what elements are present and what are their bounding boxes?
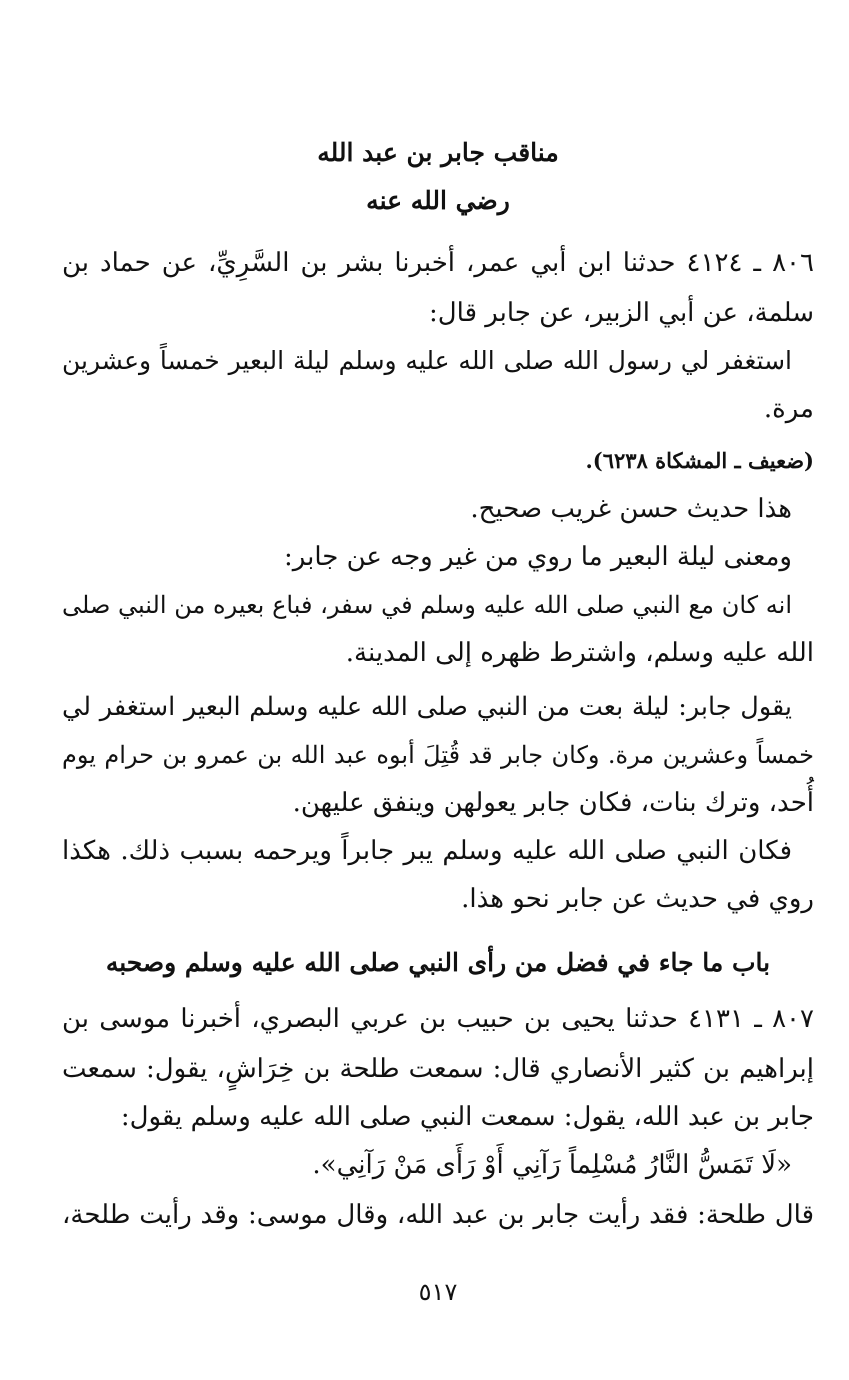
commentary-line-3: انه كان مع النبي صلى الله عليه وسلم في سفر، فباع بعيره من النبي صلى — [62, 591, 792, 619]
hadith-806-line-3: استغفر لي رسول الله صلى الله عليه وسلم ليلة البعير خمساً وعشرين — [62, 346, 792, 375]
commentary-line-2: ومعنى ليلة البعير ما روي من غير وجه عن جابر: — [284, 542, 792, 572]
commentary-line-9: روي في حديث عن جابر نحو هذا. — [461, 884, 814, 914]
commentary-line-8: فكان النبي صلى الله عليه وسلم يبر جابراً ويرحمه بسبب ذلك. هكذا — [62, 836, 792, 866]
section-title: مناقب جابر بن عبد الله — [317, 138, 559, 167]
hadith-807-line-5: قال طلحة: فقد رأيت جابر بن عبد الله، وقال موسى: وقد رأيت طلحة، — [62, 1200, 814, 1230]
page-number: ٥١٧ — [418, 1278, 458, 1306]
hadith-806-line-4: مرة. — [763, 394, 814, 424]
commentary-line-4: الله عليه وسلم، واشترط ظهره إلى المدينة. — [345, 638, 814, 668]
chapter-title: باب ما جاء في فضل من رأى النبي صلى الله عليه وسلم وصحبه — [105, 948, 771, 977]
hadith-806-line-2: سلمة، عن أبي الزبير، عن جابر قال: — [429, 298, 814, 328]
commentary-line-1: هذا حديث حسن غريب صحيح. — [470, 494, 792, 524]
hadith-807-quote: «لَا تَمَسُّ النَّارُ مُسْلِماً رَآنِي أَوْ رَأَى مَنْ رَآنِي». — [312, 1150, 792, 1180]
hadith-807-line-1: ٨٠٧ ـ ٤١٣١ حدثنا يحيى بن حبيب بن عربي البصري، أخبرنا موسى بن — [62, 1004, 814, 1034]
hadith-806-line-1: ٨٠٦ ـ ٤١٢٤ حدثنا ابن أبي عمر، أخبرنا بشر بن السَّرِيِّ، عن حماد بن — [62, 248, 814, 278]
section-subtitle: رضي الله عنه — [366, 186, 510, 215]
hadith-806-grade: (ضعيف ـ المشكاة ٦٢٣٨). — [585, 448, 814, 473]
commentary-line-7: أُحد، وترك بنات، فكان جابر يعولهن وينفق عليهن. — [292, 788, 814, 818]
book-page — [62, 0, 814, 1380]
hadith-807-line-2: إبراهيم بن كثير الأنصاري قال: سمعت طلحة بن خِرَاشٍ، يقول: سمعت — [62, 1054, 814, 1084]
commentary-line-6: خمساً وعشرين مرة. وكان جابر قد قُتِلَ أبوه عبد الله بن عمرو بن حرام يوم — [62, 741, 814, 769]
hadith-807-line-3: جابر بن عبد الله، يقول: سمعت النبي صلى الله عليه وسلم يقول: — [120, 1102, 814, 1132]
commentary-line-5: يقول جابر: ليلة بعت من النبي صلى الله عليه وسلم البعير استغفر لي — [62, 692, 792, 722]
